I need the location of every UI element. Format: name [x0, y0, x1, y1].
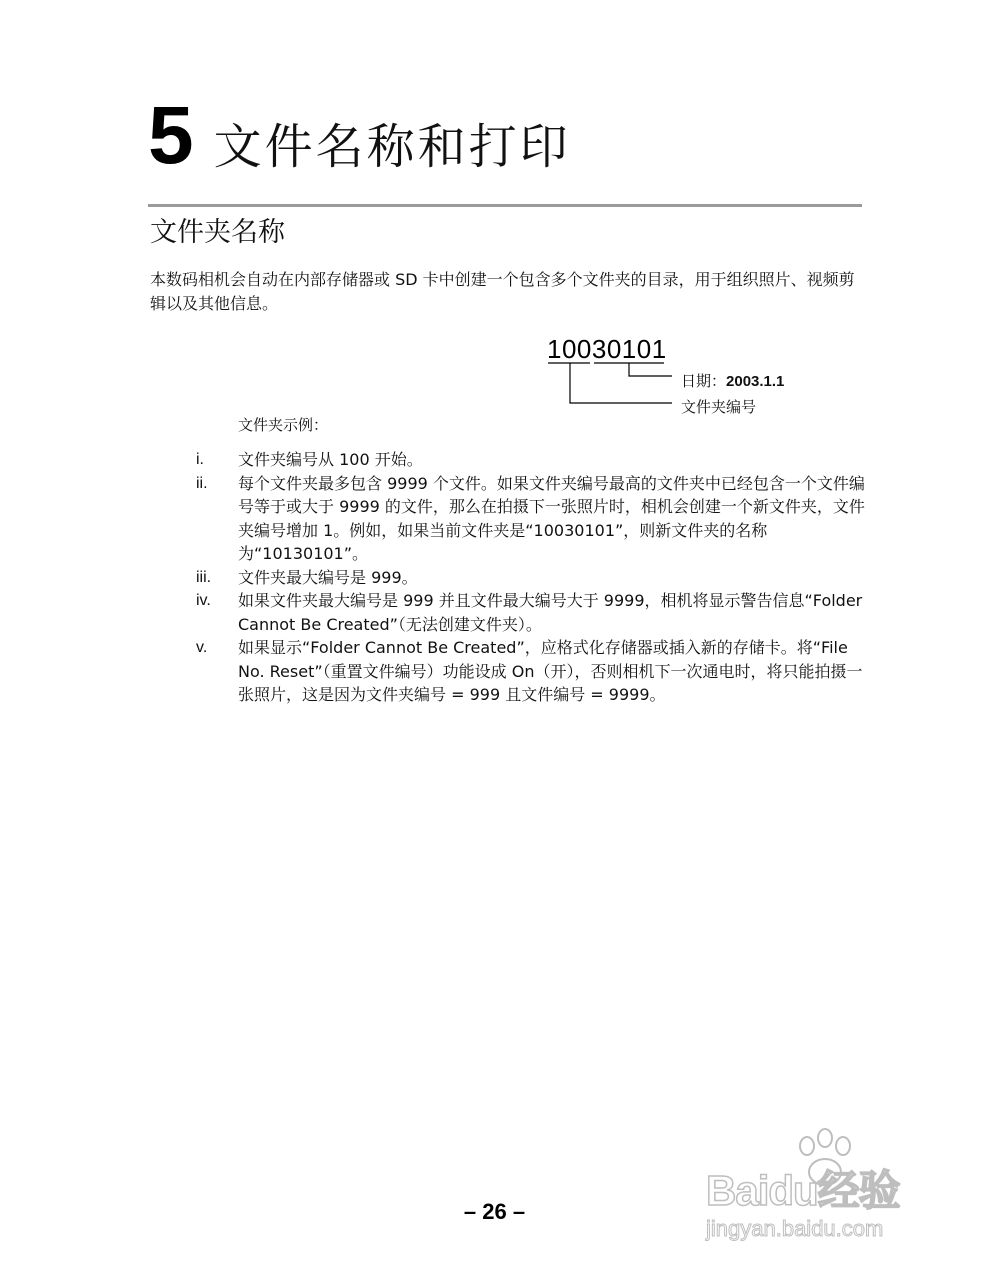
list-text: 每个文件夹最多包含 9999 个文件。如果文件夹编号最高的文件夹中已经包含一个文件编号等于或大于 9999 的文件，那么在拍摄下一张照片时，相机会创建一个新文件夹，文件夹编号增加 1。例如，如果当前文件夹是“10030101”，则新文件夹的名称为“10130101”。: [238, 473, 865, 563]
date-label-text: 日期：: [681, 372, 727, 390]
section-title: 文件夹名称: [150, 217, 285, 248]
list-text: 文件夹编号从 100 开始。: [238, 450, 423, 469]
chapter-title: 文件名称和打印: [213, 119, 571, 175]
list-marker: v.: [196, 639, 208, 656]
date-callout-line: [629, 363, 672, 376]
chapter-number: 5: [148, 90, 194, 181]
folder-name-diagram: [540, 330, 870, 420]
folder-code: 10030101: [547, 334, 667, 364]
watermark-brand: Baidu经验: [706, 1167, 900, 1214]
list-text: 文件夹最大编号是 999。: [238, 567, 418, 587]
list-marker: i.: [196, 451, 204, 468]
intro-paragraph: 本数码相机会自动在内部存储器或 SD 卡中创建一个包含多个文件夹的目录，用于组织照片、视频剪辑以及其他信息。: [150, 270, 855, 313]
example-caption: 文件夹示例：: [238, 416, 329, 434]
date-value: 2003.1.1: [726, 373, 785, 390]
date-label: [681, 370, 784, 391]
list-item: [196, 636, 866, 707]
list-marker: iv.: [196, 592, 211, 609]
list-item: [196, 566, 866, 590]
list-item: [196, 448, 866, 472]
list-marker: iii.: [196, 568, 212, 586]
list-marker: ii.: [196, 474, 208, 492]
folder-number-label: 文件夹编号: [681, 398, 757, 416]
list-text: 如果文件夹最大编号是 999 并且文件最大编号大于 9999，相机将显示警告信息“Folder Cannot Be Created”（无法创建文件夹）。: [238, 591, 863, 634]
rules-list: [196, 448, 866, 707]
list-text: 如果显示“Folder Cannot Be Created”，应格式化存储器或插入新的存储卡。将“File No. Reset”（重置文件编号）功能设成 On（开），否则相机下一次通电时，将只能拍摄一张照片，这是因为文件夹编号 = 999 且文件编号 = 9999。: [238, 638, 863, 704]
watermark: [706, 1128, 936, 1258]
list-item: [196, 472, 866, 566]
list-item: [196, 589, 866, 636]
chapter-header: [148, 90, 571, 181]
page-number: – 26 –: [463, 1199, 526, 1224]
section-divider: [148, 204, 862, 207]
folder-number-callout-line: [570, 363, 672, 403]
watermark-url: jingyan.baidu.com: [706, 1216, 884, 1241]
